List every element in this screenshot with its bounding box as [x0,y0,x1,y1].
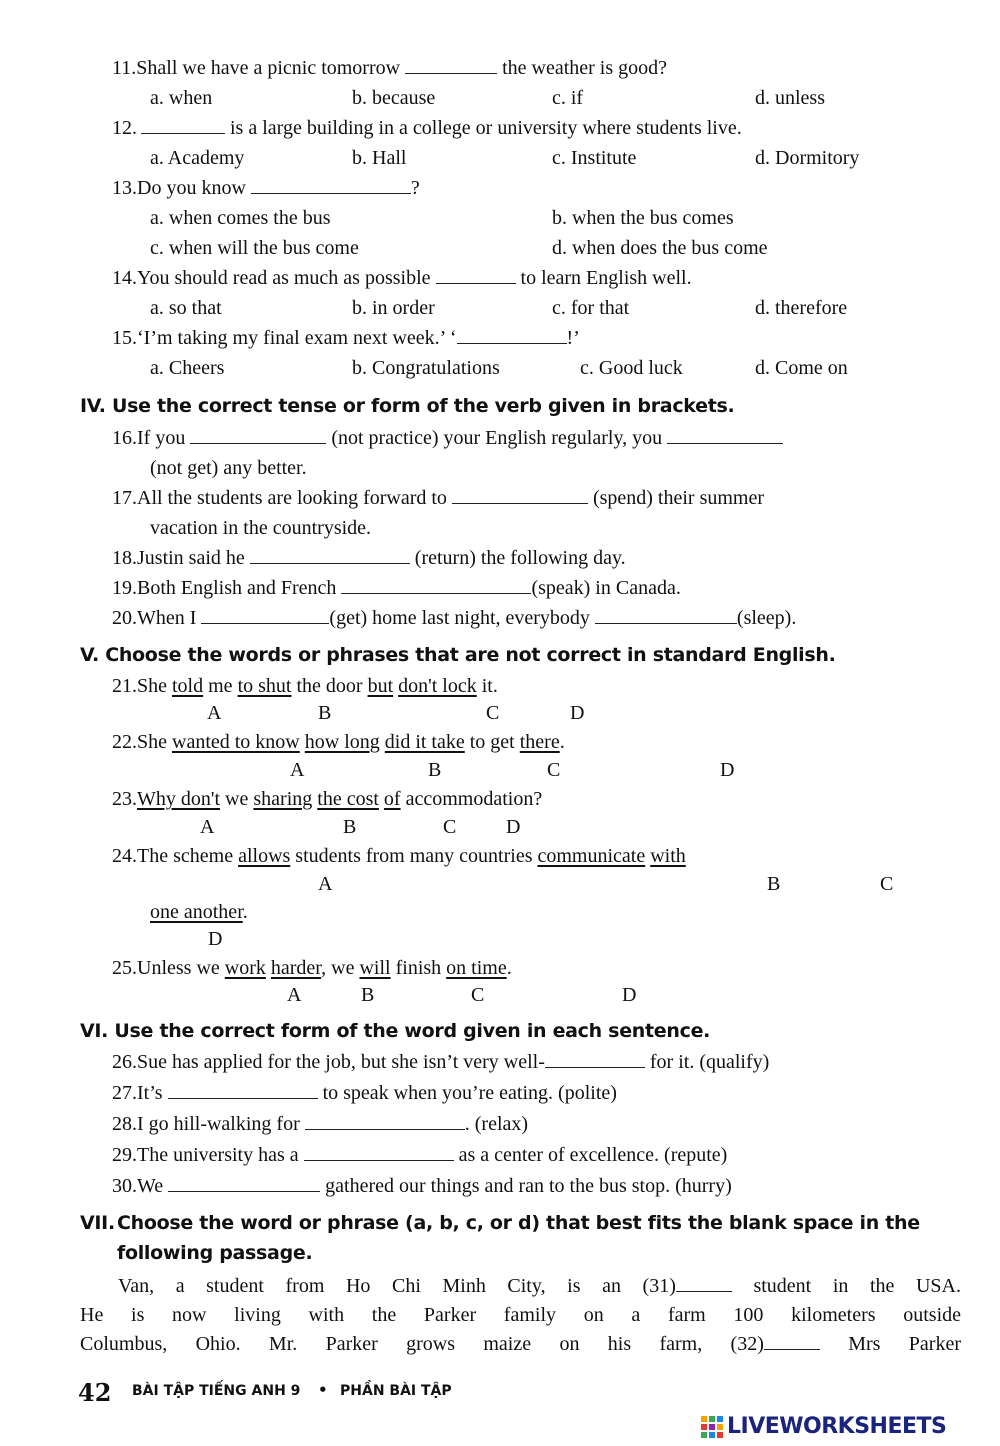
option-b[interactable]: b. Hall [352,147,407,169]
blank[interactable] [452,487,588,504]
option-b[interactable]: b. when the bus comes [552,207,734,229]
letter-b: B [428,759,442,781]
question-21: 21.She told me to shut the door but don't lock it. [112,675,498,697]
blank[interactable] [304,1144,454,1161]
letter-c: C [471,984,485,1006]
question-number: 26. [112,1051,137,1073]
book-title: BÀI TẬP TIẾNG ANH 9 [132,1383,301,1399]
option-b[interactable]: b. Congratulations [352,357,500,379]
blank-32[interactable] [764,1333,820,1350]
book-part: PHẦN BÀI TẬP [340,1383,452,1399]
passage-line-2: He is now living with the Parker family on a farm 100 kilometers outside [80,1304,961,1326]
question-number: 19. [112,577,137,599]
letter-c: C [547,759,561,781]
option-d[interactable]: d. when does the bus come [552,237,768,259]
passage-line-1: Van, a student from Ho Chi Minh City, is an (31) student in the USA. [118,1275,961,1297]
question-number: 12. [112,117,137,139]
blank[interactable] [667,427,783,444]
question-16-cont: (not get) any better. [150,457,307,479]
page-number: 42 [78,1378,112,1407]
section-vii-number: VII. [80,1212,115,1234]
blank[interactable] [201,607,329,624]
option-d[interactable]: d. therefore [755,297,848,319]
question-15: 15.‘I’m taking my final exam next week.’ ‘ !’ [112,327,580,349]
section-vi-heading: VI. Use the correct form of the word given in each sentence. [80,1020,711,1042]
underlined-option-d[interactable]: don't lock [398,675,477,697]
letter-b: B [361,984,375,1006]
letter-d: D [622,984,637,1006]
letter-d: D [208,928,223,950]
blank[interactable] [251,177,411,194]
underlined-option-a[interactable]: told [172,675,204,697]
question-number: 22. [112,731,137,753]
question-28: 28.I go hill-walking for . (relax) [112,1113,529,1135]
letter-d: D [720,759,735,781]
question-number: 11. [112,57,137,79]
question-number: 23. [112,788,137,810]
underlined-option-a[interactable]: allows [238,845,291,867]
question-number: 14. [112,267,137,289]
option-d[interactable]: d. unless [755,87,825,109]
underlined-option-c[interactable]: but [367,675,394,697]
underlined-option-b[interactable]: how long [304,731,380,753]
underlined-option-d[interactable]: one another [150,901,243,923]
question-20: 20.When I (get) home last night, everybody (sleep). [112,607,797,629]
blank[interactable] [436,267,516,284]
blank[interactable] [457,327,567,344]
question-13: 13.Do you know ? [112,177,420,199]
question-number: 30. [112,1175,137,1197]
question-25: 25.Unless we work harder, we will finish on time. [112,957,512,979]
underlined-option-b[interactable]: harder [270,957,322,979]
blank-31[interactable] [676,1275,732,1292]
question-17: 17.All the students are looking forward to (spend) their summer [112,487,765,509]
section-vii-heading-cont: following passage. [117,1242,313,1264]
question-number: 27. [112,1082,137,1104]
section-vii-heading: Choose the word or phrase (a, b, c, or d) that best fits the blank space in the [117,1212,920,1234]
option-b[interactable]: b. in order [352,297,435,319]
section-v-heading: V. Choose the words or phrases that are not correct in standard English. [80,644,836,666]
question-29: 29.The university has a as a center of excellence. (repute) [112,1144,728,1166]
question-number: 20. [112,607,137,629]
option-c[interactable]: c. when will the bus come [150,237,359,259]
question-number: 25. [112,957,137,979]
question-number: 16. [112,427,137,449]
question-18: 18.Justin said he (return) the following day. [112,547,626,569]
letter-b: B [318,702,332,724]
question-30: 30.We gathered our things and ran to the bus stop. (hurry) [112,1175,732,1197]
blank[interactable] [341,577,531,594]
underlined-option-c[interactable]: the cost [317,788,379,810]
underlined-option-d[interactable]: on time [446,957,507,979]
question-number: 18. [112,547,137,569]
underlined-option-d[interactable]: there [519,731,560,753]
section-iv-heading: IV. Use the correct tense or form of the verb given in brackets. [80,395,735,417]
underlined-option-c[interactable]: with [650,845,686,867]
underlined-option-c[interactable]: did it take [384,731,465,753]
option-b[interactable]: b. because [352,87,436,109]
letter-a: A [318,873,333,895]
underlined-option-c[interactable]: will [359,957,391,979]
blank[interactable] [305,1113,465,1130]
letter-c: C [443,816,457,838]
option-d[interactable]: d. Dormitory [755,147,860,169]
option-a[interactable]: a. so that [150,297,222,319]
blank[interactable] [168,1175,320,1192]
question-27: 27.It’s to speak when you’re eating. (polite) [112,1082,617,1104]
liveworksheets-wordmark: LIVEWORKSHEETS [727,1414,947,1439]
option-c[interactable]: c. Good luck [580,357,683,379]
liveworksheets-logo[interactable] [701,1414,993,1440]
underlined-option-b[interactable]: sharing [253,788,313,810]
underlined-option-b[interactable]: to shut [237,675,292,697]
letter-b: B [343,816,357,838]
question-16: 16.If you (not practice) your English regularly, you [112,426,783,450]
letter-d: D [506,816,521,838]
question-26: 26.Sue has applied for the job, but she isn’t very well- for it. (qualify) [112,1051,770,1073]
letter-a: A [200,816,215,838]
option-a[interactable]: a. Academy [150,147,245,169]
option-d[interactable]: d. Come on [755,357,848,379]
underlined-option-a[interactable]: Why don't [137,788,221,810]
letter-b: B [767,873,781,895]
question-number: 28. [112,1113,137,1135]
blank[interactable] [405,57,497,74]
option-c[interactable]: c. Institute [552,147,637,169]
blank[interactable] [250,547,410,564]
blank[interactable] [168,1082,318,1099]
option-a[interactable]: a. when comes the bus [150,207,331,229]
question-19: 19.Both English and French (speak) in Canada. [112,577,681,599]
liveworksheets-grid-icon [701,1416,723,1438]
question-number: 15. [112,327,137,349]
letter-a: A [287,984,302,1006]
question-24: 24.The scheme allows students from many countries communicate with [112,845,686,867]
option-c[interactable]: c. for that [552,297,630,319]
blank[interactable] [595,607,737,624]
question-number: 13. [112,177,137,199]
question-number: 21. [112,675,137,697]
footer-bullet: • [318,1381,328,1399]
option-a[interactable]: a. when [150,87,213,109]
question-24-cont: one another. [150,901,248,923]
letter-a: A [207,702,222,724]
question-11: 11.Shall we have a picnic tomorrow the weather is good? [112,57,668,79]
letter-d: D [570,702,585,724]
blank[interactable] [545,1051,645,1068]
letter-a: A [290,759,305,781]
underlined-option-a[interactable]: wanted to know [172,731,300,753]
letter-c: C [880,873,894,895]
question-number: 29. [112,1144,137,1166]
question-17-cont: vacation in the countryside. [150,517,372,539]
letter-c: C [486,702,500,724]
blank[interactable] [190,427,326,444]
question-number: 17. [112,487,137,509]
underlined-option-d[interactable]: of [383,788,401,810]
question-12: 12. is a large building in a college or university where students live. [112,117,742,139]
question-22: 22.She wanted to know how long did it take to get there. [112,731,565,753]
option-c[interactable]: c. if [552,87,584,109]
underlined-option-b[interactable]: communicate [537,845,646,867]
question-23: 23.Why don't we sharing the cost of accommodation? [112,788,543,810]
question-14: 14.You should read as much as possible to learn English well. [112,267,692,289]
option-a[interactable]: a. Cheers [150,357,225,379]
question-number: 24. [112,845,137,867]
passage-line-3: Columbus, Ohio. Mr. Parker grows maize on his farm, (32) Mrs Parker [80,1333,961,1355]
underlined-option-a[interactable]: work [224,957,266,979]
blank[interactable] [141,117,225,134]
